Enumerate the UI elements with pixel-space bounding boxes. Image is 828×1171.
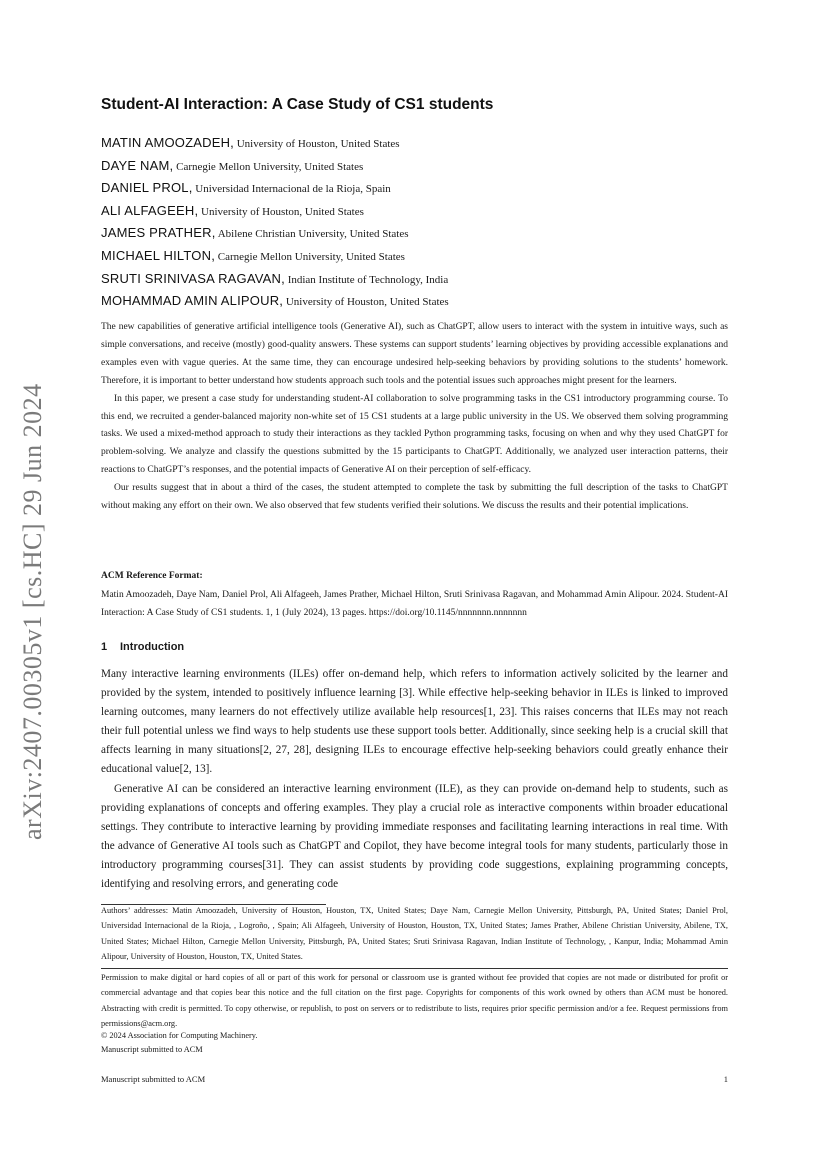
author-line [101,290,449,313]
author-affiliation: University of Houston, United States [285,296,449,309]
author-affiliation: Universidad Internacional de la Rioja, Spain [195,183,391,196]
author-list [101,132,449,313]
authors-addresses: Authors’ addresses: Matin Amoozadeh, University of Houston, Houston, TX, United States; Daye Nam, Carnegie Mellon University, Pittsburgh, PA, United States; Daniel Prol, Universidad Internacional de la Rioja, , Logroño, , Spain; Ali Alfageeh, University of Houston, Houston, TX, United States; James Prather, Abilene Christian University, Abilene, TX, United States; Michael Hilton, Carnegie Mellon University, Pittsburgh, PA, United States; Sruti Srinivasa Ragavan, Indian Institute of Technology, , Kanpur, India; Mohammad Amin Alipour, University of Houston, Houston, TX, United States. [101,906,728,961]
author-name: SRUTI SRINIVASA RAGAVAN, [101,270,285,286]
author-line [101,155,449,178]
manuscript-note: Manuscript submitted to ACM [101,1045,203,1054]
author-affiliation: University of Houston, United States [201,205,364,218]
author-line [101,222,449,245]
page-footer [101,1074,728,1084]
section-number: 1 [101,641,108,653]
author-line [101,132,449,155]
author-line [101,268,449,291]
body-paragraph: Many interactive learning environments (ILEs) offer on-demand help, which refers to information actively solicited by the learner and provided by the system, intended to positively influence learning [3]. While effective help-seeking behavior in ILEs is linked to improved learning outcomes, many learners do not effectively utilize available help resources[1, 23]. This raises concerns that ILEs may not reach their full potential unless we find ways to help students use these support tools better. Additionally, since seeking help is a crucial skill that affects learning in many situations[2, 27, 28], designing ILEs to encourage effective help-seeking behaviors could greatly enhance their educational value[2, 13]. [101,668,728,776]
copyright-notice: © 2024 Association for Computing Machinery. [101,1031,258,1040]
author-affiliation: Indian Institute of Technology, India [287,273,449,286]
section-title: Introduction [120,641,185,653]
abstract-paragraph: The new capabilities of generative artificial intelligence tools (Generative AI), such as ChatGPT, allow users to interact with the system in intuitive ways, such as simple conversations, and receive (mostly) good-quality answers. These systems can support students’ learning objectives by providing accessible explanations and examples even with vague queries. At the same time, they can encourage undesired help-seeking behaviors by providing solutions to the students’ homework. Therefore, it is important to better understand how students approach such tools and the potential issues such approaches might present for the learners. [101,322,728,386]
abstract [101,319,728,516]
author-affiliation: University of Houston, United States [236,138,400,150]
author-name: MATIN AMOOZADEH, [101,135,234,150]
abstract-paragraph: In this paper, we present a case study for understanding student-AI collaboration to solve programming tasks in the CS1 introductory programming course. To this end, we recruited a gender-balanced majority non-white set of 15 CS1 students at a large public university in the US. We observed them solving programming tasks. We used a mixed-method approach to study their interactions as they tackled Python programming tasks, focusing on when and why they used ChatGPT for problem-solving. We analyze and classify the questions submitted by the 15 participants to ChatGPT. Additionally, we analyzed user interaction patterns, their reactions to ChatGPT’s responses, and the potential impacts of Generative AI on their perception of self-efficacy. [101,393,728,476]
permission-divider [101,968,728,969]
section-heading [101,641,184,653]
acm-reference-heading: ACM Reference Format: [101,571,203,581]
introduction-body [101,665,728,894]
arxiv-stamp: arXiv:2407.00305v1 [cs.HC] 29 Jun 2024 [18,383,47,840]
author-affiliation: Carnegie Mellon University, United States [176,160,364,173]
author-affiliation: Abilene Christian University, United States [217,228,409,241]
author-affiliation: Carnegie Mellon University, United States [217,250,405,263]
author-name: ALI ALFAGEEH, [101,202,199,218]
author-name: DAYE NAM, [101,157,174,173]
author-line [101,177,449,200]
author-name: JAMES PRATHER, [101,225,216,241]
author-name: DANIEL PROL, [101,180,193,196]
author-line [101,245,449,268]
paper-title: Student-AI Interaction: A Case Study of CS1 students [101,96,494,113]
body-paragraph: Generative AI can be considered an interactive learning environment (ILE), as they can provide on-demand help to students, such as providing explanations of concepts and offering examples. They play a crucial role as interactive components within broader educational settings. They contribute to interactive learning by providing immediate responses and facilitating learning interactions in real time. With the advance of Generative AI tools such as ChatGPT and Copilot, they have become integral tools for many students, particularly those in introductory programming courses[31]. They can assist students by providing code suggestions, explaining programming concepts, identifying and resolving errors, and generating code [101,782,728,891]
acm-reference-text: Matin Amoozadeh, Daye Nam, Daniel Prol, Ali Alfageeh, James Prather, Michael Hilton, Sruti Srinivasa Ragavan, and Mohammad Amin Alipour. 2024. Student-AI Interaction: A Case Study of CS1 students. 1, 1 (July 2024), 13 pages. https://doi.org/10.1145/nnnnnnn.nnnnnnn [101,590,728,618]
author-line [101,200,449,223]
permission-notice: Permission to make digital or hard copies of all or part of this work for personal or classroom use is granted without fee provided that copies are not made or distributed for profit or commercial advantage and that copies bear this notice and the full citation on the first page. Copyrights for components of this work owned by others than ACM must be honored. Abstracting with credit is permitted. To copy otherwise, or republish, to post on servers or to redistribute to lists, requires prior specific permission and/or a fee. Request permissions from permissions@acm.org. [101,973,728,1028]
footer-left-text: Manuscript submitted to ACM [101,1074,206,1084]
author-name: MOHAMMAD AMIN ALIPOUR, [101,293,284,309]
abstract-paragraph: Our results suggest that in about a third of the cases, the student attempted to complete the task by submitting the full description of the tasks to ChatGPT without making any effort on their own. We also observed that few students verified their solutions. We discuss the results and their potential implications. [101,483,728,512]
page-number: 1 [723,1074,728,1084]
author-name: MICHAEL HILTON, [101,247,216,263]
